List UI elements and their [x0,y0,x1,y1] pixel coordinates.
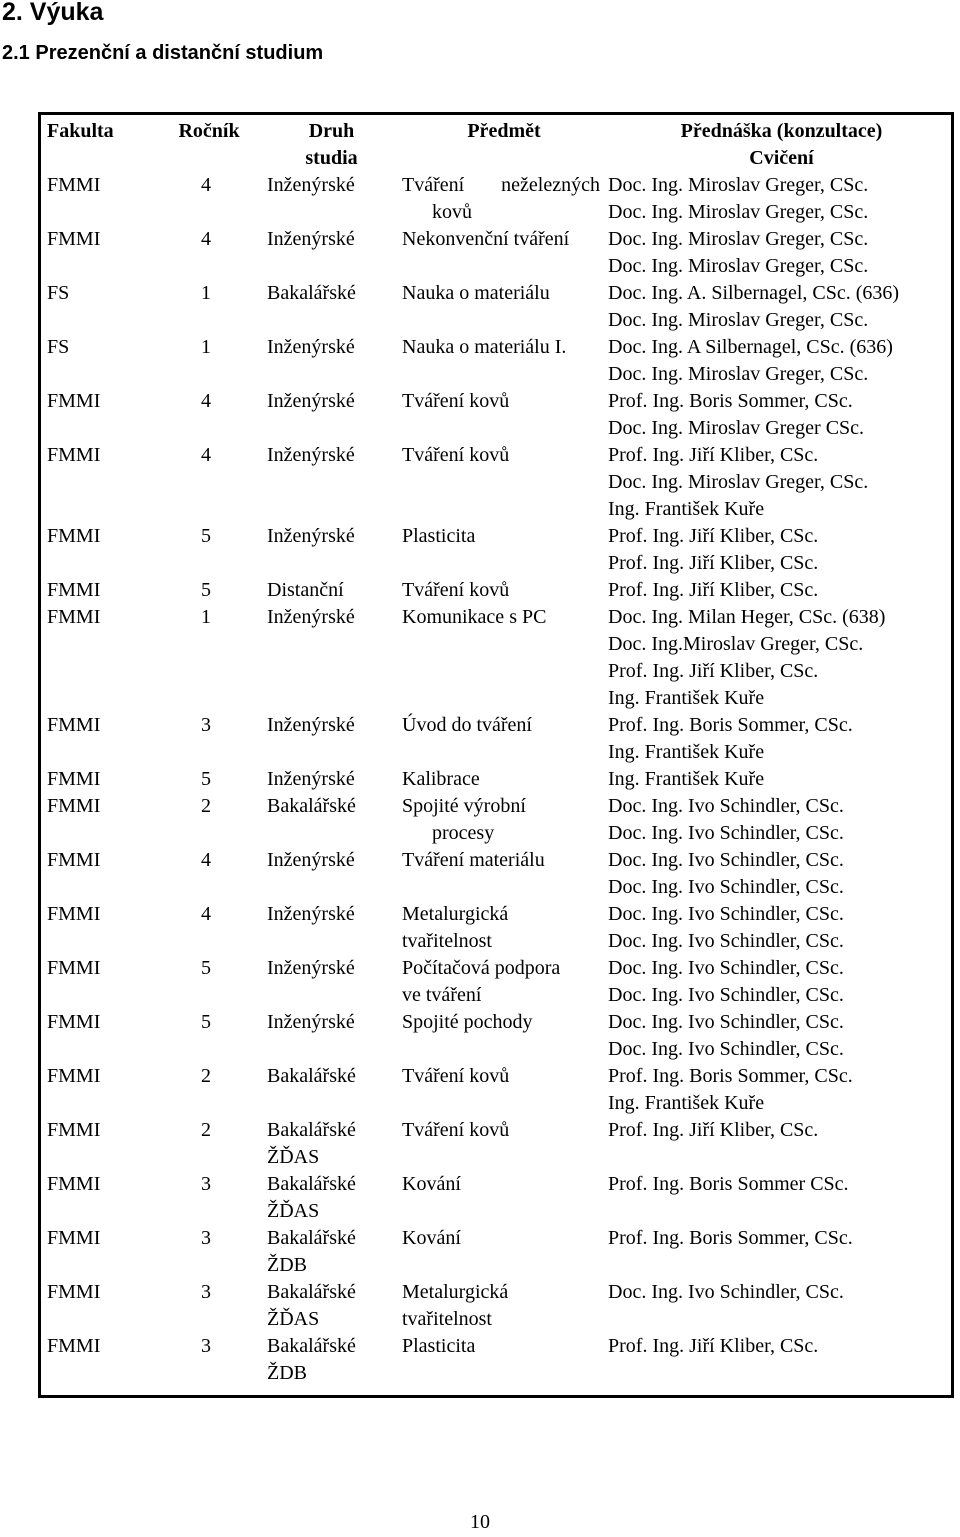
cell-vyucujici [606,604,951,712]
cell-predmet-line: tvařitelnost [402,1308,492,1330]
cell-vyucujici [606,1279,951,1333]
cell-druh-studia [261,172,396,226]
header-rocnik: Ročník [178,120,240,142]
cell-druh-studia [261,1171,396,1225]
cell-druh-line: Bakalářské [267,1281,356,1303]
cell-druh-studia [261,847,396,901]
cell-vyucujici [606,577,951,604]
cell-predmet-line: Spojité pochody [402,1011,533,1033]
cell-predmet-line: Tváření kovů [402,444,510,466]
cell-vyucujici-line: Doc. Ing. Ivo Schindler, CSc. [608,957,844,979]
cell-druh-studia [261,604,396,712]
cell-predmet-line: Tváření kovů [402,579,510,601]
cell-fakulta: FMMI [47,768,101,790]
cell-druh-line: Bakalářské [267,795,356,817]
cell-rocnik: 5 [201,525,211,547]
cell-predmet-line: ve tváření [402,984,482,1006]
cell-rocnik: 1 [201,606,211,628]
table-row [41,1009,951,1063]
cell-rocnik: 3 [201,714,211,736]
courses-table [41,116,951,1387]
cell-vyucujici-line: Prof. Ing. Jiří Kliber, CSc. [608,552,819,574]
table-row [41,280,951,334]
cell-predmet [396,1279,606,1333]
table-row [41,388,951,442]
cell-predmet [396,1225,606,1279]
cell-vyucujici-line: Doc. Ing. Miroslav Greger, CSc. [608,201,869,223]
cell-predmet-line: Úvod do tváření [402,714,532,736]
cell-predmet-line: Plasticita [402,1335,476,1357]
cell-druh-studia [261,1333,396,1387]
cell-fakulta: FMMI [47,1011,101,1033]
cell-druh-studia [261,442,396,523]
cell-druh-line: Inženýrské [267,1011,355,1033]
cell-vyucujici [606,793,951,847]
table-row [41,1063,951,1117]
cell-rocnik: 4 [201,849,211,871]
header-druh-line-1: Druh [308,120,355,142]
cell-druh-studia [261,1225,396,1279]
cell-vyucujici [606,847,951,901]
cell-vyucujici [606,523,951,577]
cell-predmet-line: Tváření neželezných [402,174,600,196]
cell-vyucujici [606,712,951,766]
table-row [41,712,951,766]
cell-druh-studia [261,766,396,793]
cell-fakulta: FMMI [47,795,101,817]
cell-vyucujici [606,442,951,523]
cell-predmet [396,1009,606,1063]
cell-predmet-line: kovů [432,201,472,223]
cell-vyucujici [606,1171,951,1225]
cell-rocnik: 4 [201,444,211,466]
header-prednaska-cviceni [606,116,951,172]
cell-predmet [396,226,606,280]
cell-predmet [396,901,606,955]
cell-vyucujici-line: Prof. Ing. Jiří Kliber, CSc. [608,1119,819,1141]
cell-rocnik: 3 [201,1281,211,1303]
cell-vyucujici-line: Ing. František Kuře [608,498,765,520]
cell-rocnik: 1 [201,336,211,358]
cell-rocnik: 1 [201,282,211,304]
table-row [41,523,951,577]
cell-vyucujici-line: Ing. František Kuře [608,1092,765,1114]
cell-druh-line: Inženýrské [267,849,355,871]
cell-vyucujici-line: Prof. Ing. Jiří Kliber, CSc. [608,579,819,601]
header-prednaska-line-2: Cvičení [749,147,814,169]
cell-predmet [396,847,606,901]
cell-vyucujici [606,388,951,442]
cell-predmet-line: Tváření kovů [402,1119,510,1141]
cell-vyucujici-line: Doc. Ing. Ivo Schindler, CSc. [608,903,844,925]
cell-fakulta: FS [47,282,70,304]
cell-vyucujici [606,280,951,334]
cell-druh-line: Bakalářské [267,1065,356,1087]
cell-predmet-line: Počítačová podpora [402,957,561,979]
cell-vyucujici [606,226,951,280]
cell-druh-studia [261,901,396,955]
cell-predmet-line: Plasticita [402,525,476,547]
cell-druh-line: Bakalářské [267,282,356,304]
cell-predmet [396,442,606,523]
cell-rocnik: 4 [201,228,211,250]
cell-predmet-line: Kování [402,1227,461,1249]
cell-fakulta: FMMI [47,849,101,871]
cell-vyucujici-line: Doc. Ing. Ivo Schindler, CSc. [608,795,844,817]
cell-vyucujici-line: Prof. Ing. Boris Sommer, CSc. [608,1227,853,1249]
cell-fakulta: FMMI [47,390,101,412]
subsection-heading: 2.1 Prezenční a distanční studium [2,42,324,64]
table-body [41,172,951,1387]
cell-predmet [396,172,606,226]
cell-druh-studia [261,1063,396,1117]
cell-druh-studia [261,1009,396,1063]
cell-predmet-line: Kalibrace [402,768,480,790]
cell-predmet-line: Kování [402,1173,461,1195]
cell-fakulta: FMMI [47,903,101,925]
cell-druh-line: Inženýrské [267,957,355,979]
page-number: 10 [470,1511,490,1533]
cell-vyucujici-line: Ing. František Kuře [608,741,765,763]
cell-druh-studia [261,523,396,577]
cell-vyucujici-line: Prof. Ing. Boris Sommer, CSc. [608,1065,853,1087]
cell-druh-studia [261,388,396,442]
cell-vyucujici-line: Doc. Ing.Miroslav Greger, CSc. [608,633,864,655]
table-header-row [41,116,951,172]
header-fakulta: Fakulta [47,120,114,142]
cell-vyucujici [606,1117,951,1171]
cell-vyucujici-line: Doc. Ing. Miroslav Greger, CSc. [608,174,869,196]
cell-vyucujici-line: Doc. Ing. Ivo Schindler, CSc. [608,1011,844,1033]
table-row [41,1117,951,1171]
cell-vyucujici-line: Prof. Ing. Jiří Kliber, CSc. [608,1335,819,1357]
cell-vyucujici-line: Prof. Ing. Boris Sommer, CSc. [608,390,853,412]
cell-predmet [396,334,606,388]
cell-rocnik: 3 [201,1227,211,1249]
cell-druh-line: ŽĎAS [267,1146,320,1168]
cell-fakulta: FMMI [47,1335,101,1357]
cell-druh-studia [261,577,396,604]
cell-vyucujici-line: Doc. Ing. A. Silbernagel, CSc. (636) [608,282,900,304]
cell-vyucujici-line: Doc. Ing. Ivo Schindler, CSc. [608,930,844,952]
cell-vyucujici [606,766,951,793]
cell-rocnik: 5 [201,579,211,601]
cell-vyucujici-line: Doc. Ing. A Silbernagel, CSc. (636) [608,336,893,358]
cell-vyucujici-line: Doc. Ing. Ivo Schindler, CSc. [608,984,844,1006]
cell-fakulta: FMMI [47,1119,101,1141]
cell-vyucujici-line: Doc. Ing. Ivo Schindler, CSc. [608,1281,844,1303]
cell-vyucujici-line: Doc. Ing. Ivo Schindler, CSc. [608,876,844,898]
cell-fakulta: FMMI [47,174,101,196]
table-row [41,955,951,1009]
cell-vyucujici [606,955,951,1009]
cell-fakulta: FMMI [47,579,101,601]
cell-vyucujici [606,1009,951,1063]
cell-fakulta: FMMI [47,525,101,547]
cell-predmet [396,766,606,793]
cell-predmet-line: Tváření kovů [402,390,510,412]
table-row [41,172,951,226]
table-row [41,577,951,604]
cell-fakulta: FMMI [47,1227,101,1249]
cell-fakulta: FMMI [47,444,101,466]
cell-druh-line: Inženýrské [267,714,355,736]
cell-rocnik: 4 [201,390,211,412]
cell-fakulta: FMMI [47,1065,101,1087]
table-row [41,604,951,712]
cell-vyucujici-line: Doc. Ing. Miroslav Greger, CSc. [608,255,869,277]
table-row [41,901,951,955]
cell-predmet [396,793,606,847]
cell-rocnik: 2 [201,1065,211,1087]
cell-druh-studia [261,712,396,766]
cell-vyucujici-line: Doc. Ing. Miroslav Greger, CSc. [608,471,869,493]
cell-vyucujici-line: Doc. Ing. Milan Heger, CSc. (638) [608,606,886,628]
cell-vyucujici-line: Doc. Ing. Ivo Schindler, CSc. [608,822,844,844]
cell-druh-line: Distanční [267,579,344,601]
table-row [41,766,951,793]
cell-fakulta: FS [47,336,70,358]
cell-druh-line: ŽDB [267,1254,307,1276]
cell-druh-line: Inženýrské [267,903,355,925]
cell-vyucujici-line: Prof. Ing. Jiří Kliber, CSc. [608,444,819,466]
table-row [41,1171,951,1225]
cell-vyucujici-line: Doc. Ing. Ivo Schindler, CSc. [608,1038,844,1060]
cell-druh-line: Bakalářské [267,1227,356,1249]
cell-druh-studia [261,955,396,1009]
cell-druh-studia [261,1279,396,1333]
cell-druh-studia [261,1117,396,1171]
cell-vyucujici-line: Prof. Ing. Jiří Kliber, CSc. [608,525,819,547]
cell-druh-line: Inženýrské [267,444,355,466]
cell-rocnik: 2 [201,795,211,817]
cell-vyucujici-line: Ing. František Kuře [608,768,765,790]
cell-vyucujici-line: Prof. Ing. Boris Sommer CSc. [608,1173,849,1195]
cell-vyucujici-line: Doc. Ing. Miroslav Greger CSc. [608,417,865,439]
cell-predmet [396,604,606,712]
table-row [41,442,951,523]
cell-vyucujici [606,1333,951,1387]
table-row [41,847,951,901]
cell-vyucujici-line: Prof. Ing. Boris Sommer, CSc. [608,714,853,736]
cell-predmet [396,388,606,442]
cell-druh-line: Inženýrské [267,228,355,250]
table-row [41,226,951,280]
cell-fakulta: FMMI [47,228,101,250]
cell-predmet-line: Tváření kovů [402,1065,510,1087]
cell-vyucujici [606,172,951,226]
cell-predmet [396,1063,606,1117]
cell-vyucujici [606,1225,951,1279]
cell-predmet-line: Nauka o materiálu I. [402,336,567,358]
cell-predmet-line: Nauka o materiálu [402,282,550,304]
cell-predmet-line: Metalurgická [402,1281,509,1303]
header-druh-studia [261,116,396,172]
table-row [41,334,951,388]
cell-druh-line: Bakalářské [267,1335,356,1357]
cell-druh-line: Inženýrské [267,606,355,628]
cell-fakulta: FMMI [47,714,101,736]
cell-druh-studia [261,226,396,280]
table-row [41,1333,951,1387]
cell-predmet [396,1171,606,1225]
cell-vyucujici-line: Doc. Ing. Miroslav Greger, CSc. [608,228,869,250]
cell-predmet-line: Komunikace s PC [402,606,547,628]
cell-predmet [396,712,606,766]
cell-predmet [396,1333,606,1387]
cell-predmet [396,577,606,604]
cell-predmet [396,523,606,577]
cell-druh-line: Inženýrské [267,525,355,547]
cell-predmet-line: Tváření materiálu [402,849,545,871]
cell-rocnik: 2 [201,1119,211,1141]
cell-druh-line: ŽDB [267,1362,307,1384]
cell-predmet [396,955,606,1009]
cell-vyucujici-line: Doc. Ing. Ivo Schindler, CSc. [608,849,844,871]
cell-druh-line: Bakalářské [267,1173,356,1195]
cell-predmet-line: Metalurgická [402,903,509,925]
cell-vyucujici-line: Ing. František Kuře [608,687,765,709]
cell-druh-line: Inženýrské [267,336,355,358]
table-row [41,793,951,847]
cell-fakulta: FMMI [47,957,101,979]
cell-rocnik: 4 [201,174,211,196]
cell-predmet [396,280,606,334]
cell-fakulta: FMMI [47,1281,101,1303]
cell-fakulta: FMMI [47,1173,101,1195]
cell-vyucujici [606,1063,951,1117]
cell-druh-line: Inženýrské [267,768,355,790]
table-row [41,1225,951,1279]
cell-druh-line: Inženýrské [267,174,355,196]
cell-druh-line: Bakalářské [267,1119,356,1141]
cell-rocnik: 5 [201,957,211,979]
cell-vyucujici [606,334,951,388]
cell-druh-line: ŽĎAS [267,1308,320,1330]
cell-rocnik: 5 [201,768,211,790]
cell-rocnik: 5 [201,1011,211,1033]
cell-druh-studia [261,280,396,334]
cell-rocnik: 4 [201,903,211,925]
cell-fakulta: FMMI [47,606,101,628]
cell-predmet-line: Spojité výrobní [402,795,526,817]
table-row [41,1279,951,1333]
header-prednaska-line-1: Přednáška (konzultace) [680,120,883,142]
cell-vyucujici-line: Doc. Ing. Miroslav Greger, CSc. [608,363,869,385]
header-predmet: Předmět [467,120,541,142]
cell-vyucujici-line: Prof. Ing. Jiří Kliber, CSc. [608,660,819,682]
cell-druh-studia [261,334,396,388]
cell-druh-line: ŽĎAS [267,1200,320,1222]
cell-predmet-line: procesy [432,822,495,844]
cell-druh-line: Inženýrské [267,390,355,412]
cell-predmet [396,1117,606,1171]
cell-rocnik: 3 [201,1173,211,1195]
cell-vyucujici [606,901,951,955]
cell-predmet-line: Nekonvenční tváření [402,228,570,250]
cell-rocnik: 3 [201,1335,211,1357]
cell-vyucujici-line: Doc. Ing. Miroslav Greger, CSc. [608,309,869,331]
header-druh-line-2: studia [305,147,358,169]
cell-druh-studia [261,793,396,847]
cell-predmet-line: tvařitelnost [402,930,492,952]
section-heading: 2. Výuka [2,0,104,26]
